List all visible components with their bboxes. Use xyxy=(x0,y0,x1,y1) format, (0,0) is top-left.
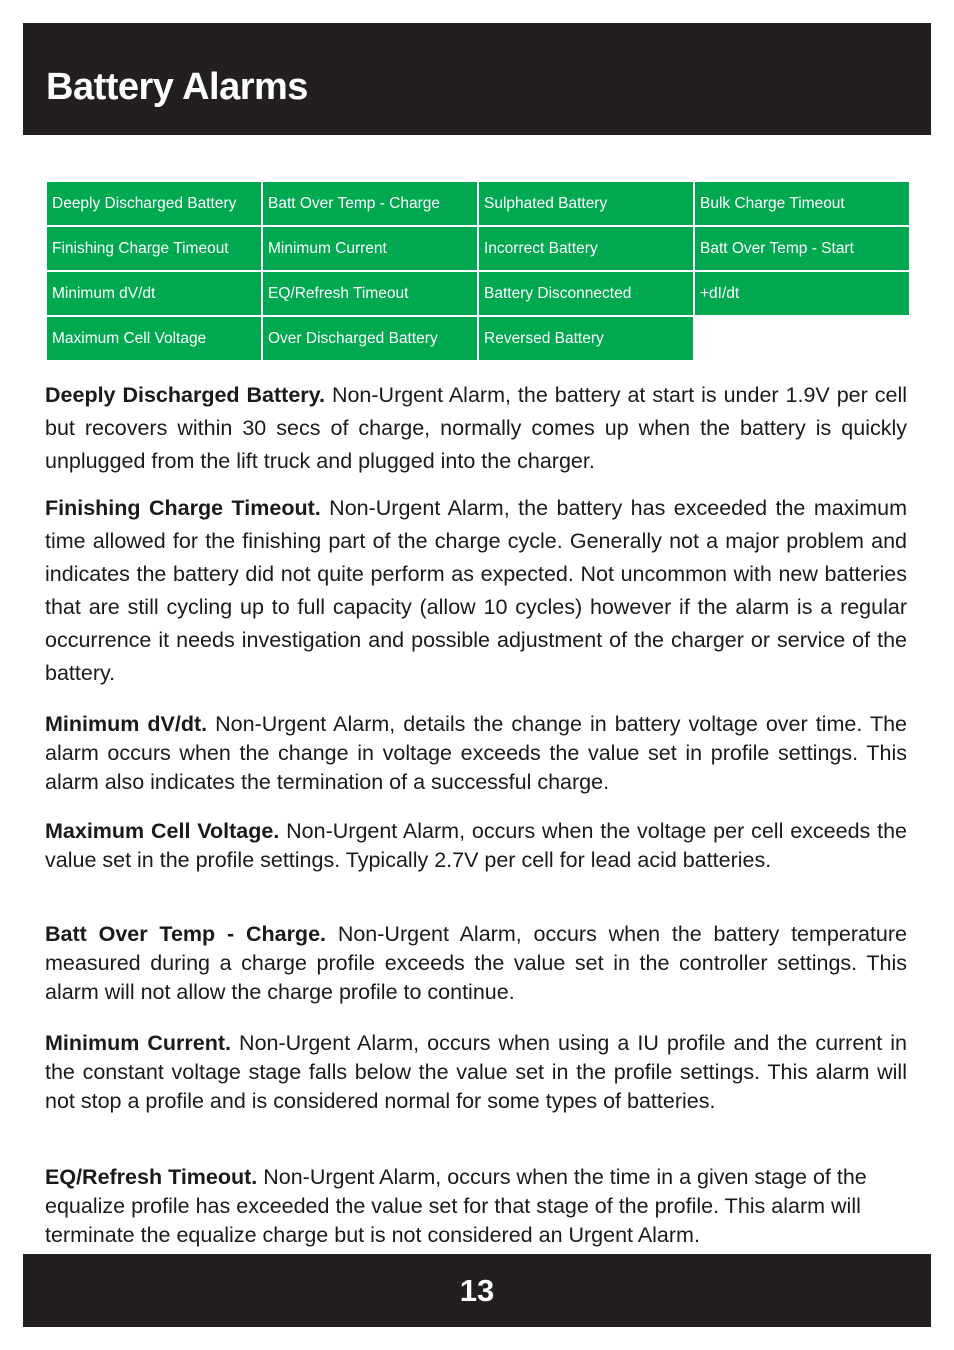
description-deeply-discharged xyxy=(45,379,907,478)
alarm-cell: Bulk Charge Timeout xyxy=(695,182,909,225)
description-term: Finishing Charge Timeout. xyxy=(45,496,321,520)
page-number: 13 xyxy=(459,1272,495,1308)
description-text: Non-Urgent Alarm, occurs when the voltage per cell exceeds the value set in the profile settings. Typically 2.7V per cell for lead acid batteries. xyxy=(45,819,907,872)
description-text: Non-Urgent Alarm, occurs when the battery temperature measured during a charge profile exceeds the value set in the controller settings. This alarm will not allow the charge profile to continue. xyxy=(45,922,908,1004)
page-header xyxy=(23,23,931,135)
description-batt-over-temp-charge xyxy=(45,920,907,1007)
alarm-cell: Batt Over Temp - Charge xyxy=(263,182,477,225)
description-eq-refresh-timeout xyxy=(45,1163,918,1250)
alarm-cell: Battery Disconnected xyxy=(479,272,693,315)
description-text: Non-Urgent Alarm, the battery at start is under 1.9V per cell but recovers within 30 secs of charge, normally comes up when the battery is quickly unplugged from the lift truck and plugged into the charger. xyxy=(45,383,907,473)
alarm-cell: Batt Over Temp - Start xyxy=(695,227,909,270)
alarm-cell: Maximum Cell Voltage xyxy=(47,317,261,360)
description-text: Non-Urgent Alarm, the battery has exceeded the maximum time allowed for the finishing part of the charge cycle. Generally not a major problem and indicates the battery did not quite perform as expected. Not uncommon with new batteries that are still cycling up to full capacity (allow 10 cycles) however if the alarm is a regular occurrence it needs investigation and possible adjustment of the charger or service of the battery. xyxy=(45,496,907,685)
description-text: Non-Urgent Alarm, occurs when using a IU profile and the current in the constant voltage stage falls below the value set in the profile settings. This alarm will not stop a profile and is considered normal for some types of batteries. xyxy=(45,1031,907,1113)
alarm-grid xyxy=(47,182,911,360)
alarm-cell: Reversed Battery xyxy=(479,317,693,360)
description-finishing-charge-timeout xyxy=(45,492,907,690)
description-term: Minimum Current. xyxy=(45,1031,232,1055)
description-minimum-current xyxy=(45,1029,907,1116)
description-text: Non-Urgent Alarm, details the change in battery voltage over time. The alarm occurs when the change in voltage exceeds the value set in profile settings. This alarm also indicates the termination of a successful charge. xyxy=(45,712,907,794)
description-term: Batt Over Temp - Charge. xyxy=(45,922,327,946)
alarm-cell: Finishing Charge Timeout xyxy=(47,227,261,270)
alarm-cell-empty xyxy=(695,317,909,360)
alarm-cell: Incorrect Battery xyxy=(479,227,693,270)
description-text: Non-Urgent Alarm, occurs when the time in a given stage of the equalize profile has exceeded the value set for that stage of the profile. This alarm will terminate the equalize charge but is not considered an Urgent Alarm. xyxy=(45,1165,867,1247)
page-footer xyxy=(23,1254,931,1327)
alarm-cell: Minimum Current xyxy=(263,227,477,270)
alarm-cell: +dI/dt xyxy=(695,272,909,315)
alarm-cell: Deeply Discharged Battery xyxy=(47,182,261,225)
alarm-cell: Over Discharged Battery xyxy=(263,317,477,360)
description-minimum-dv-dt xyxy=(45,710,907,797)
alarm-cell: EQ/Refresh Timeout xyxy=(263,272,477,315)
alarm-cell: Sulphated Battery xyxy=(479,182,693,225)
description-maximum-cell-voltage xyxy=(45,817,907,875)
description-term: Maximum Cell Voltage. xyxy=(45,819,280,843)
description-term: Deeply Discharged Battery. xyxy=(45,383,325,407)
alarm-cell: Minimum dV/dt xyxy=(47,272,261,315)
page-title: Battery Alarms xyxy=(46,66,308,108)
description-term: Minimum dV/dt. xyxy=(45,712,208,736)
description-term: EQ/Refresh Timeout. xyxy=(45,1165,258,1189)
